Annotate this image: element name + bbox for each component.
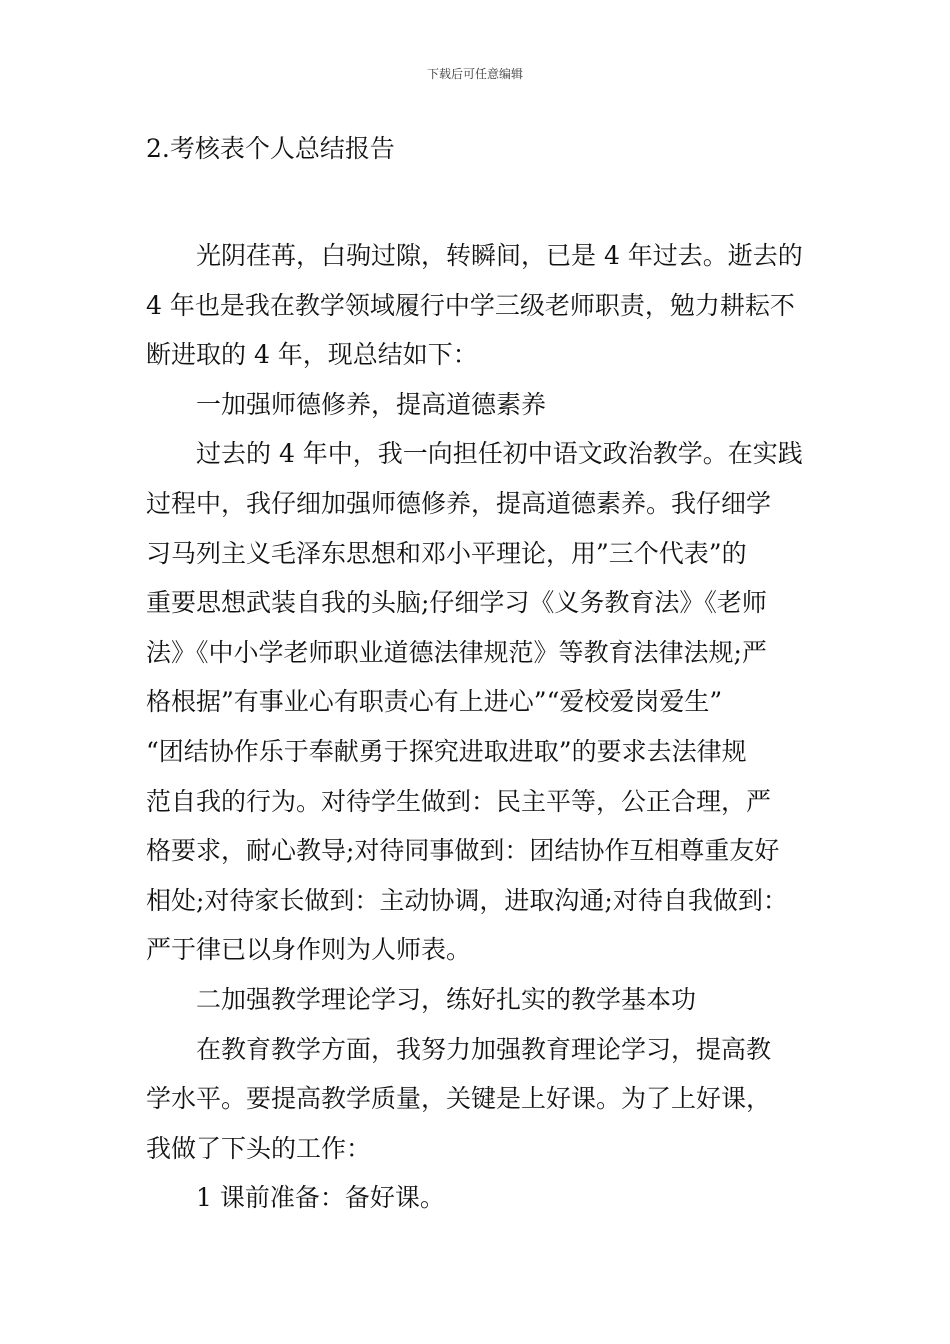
text-line: 法》《中小学老师职业道德法律规范》等教育法律法规;严 xyxy=(146,637,767,667)
document-title: 2.考核表个人总结报告 xyxy=(146,134,395,163)
text-line: 一加强师德修养，提高道德素养 xyxy=(196,389,547,419)
text-line: 重要思想武装自我的头脑;仔细学习《义务教育法》《老师 xyxy=(146,588,767,618)
text-line: “团结协作乐于奉献勇于探究进取进取”的要求去法律规 xyxy=(146,736,747,766)
text-line: 学水平。要提高教学质量，关键是上好课。为了上好课， xyxy=(146,1084,772,1114)
text-line: 格根据”有事业心有职责心有上进心”“爱校爱岗爱生” xyxy=(146,687,723,717)
text-line: 二加强教学理论学习，练好扎实的教学基本功 xyxy=(196,984,697,1014)
text-line: 在教育教学方面，我努力加强教育理论学习，提高教 xyxy=(196,1034,772,1064)
text-line: 1 课前准备：备好课。 xyxy=(196,1183,445,1213)
text-line: 过去的 4 年中，我一向担任初中语文政治教学。在实践 xyxy=(196,439,803,469)
text-line: 范自我的行为。对待学生做到：民主平等，公正合理，严 xyxy=(146,786,772,816)
page-header-note: 下载后可任意编辑 xyxy=(426,67,523,81)
section-heading-2 xyxy=(146,975,826,1025)
text-line: 习马列主义毛泽东思想和邓小平理论，用”三个代表”的 xyxy=(146,538,747,568)
paragraph-ethics xyxy=(146,429,826,975)
text-line: 断进取的 4 年，现总结如下： xyxy=(146,340,478,370)
text-line: 相处;对待家长做到：主动协调，进取沟通;对待自我做到： xyxy=(146,885,788,915)
paragraph-intro xyxy=(146,231,826,380)
section-heading-1 xyxy=(146,380,826,430)
text-line: 我做了下头的工作： xyxy=(146,1133,372,1163)
text-line: 严于律已以身作则为人师表。 xyxy=(146,935,472,965)
text-line: 格要求，耐心教导;对待同事做到：团结协作互相尊重友好 xyxy=(146,836,780,866)
document-body xyxy=(146,231,826,1223)
paragraph-teaching xyxy=(146,1025,826,1174)
text-line: 光阴荏苒，白驹过隙，转瞬间，已是 4 年过去。逝去的 xyxy=(196,241,803,270)
text-line: 过程中，我仔细加强师德修养，提高道德素养。我仔细学 xyxy=(146,488,772,518)
text-line: 4 年也是我在教学领域履行中学三级老师职责，勉力耕耘不 xyxy=(146,290,795,320)
list-item-1 xyxy=(146,1173,826,1223)
